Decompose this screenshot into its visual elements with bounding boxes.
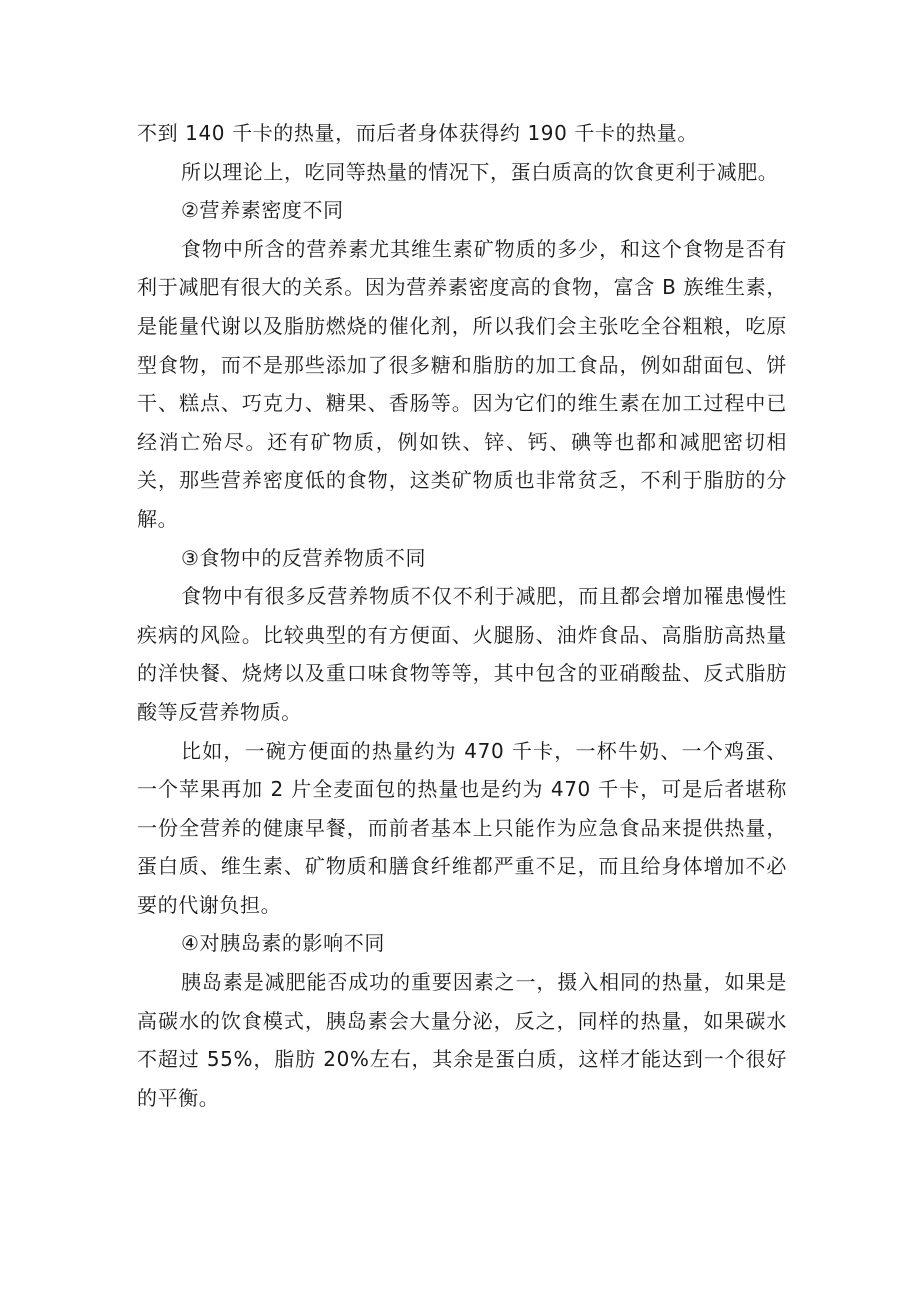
- paragraph: 胰岛素是减肥能否成功的重要因素之一，摄入相同的热量，如果是高碳水的饮食模式，胰岛素会大量分泌，反之，同样的热量，如果碳水不超过 55%，脂肪 20%左右，其余是蛋白质，这样才能达到一个很好的平衡。: [137, 970, 787, 1110]
- paragraph: 所以理论上，吃同等热量的情况下，蛋白质高的饮食更利于减肥。: [181, 159, 779, 184]
- paragraph: 不到 140 千卡的热量，而后者身体获得约 190 千卡的热量。: [137, 121, 698, 145]
- paragraph: 食物中所含的营养素尤其维生素矿物质的多少，和这个食物是否有利于减肥有很大的关系。因为营养素密度高的食物，富含 B 族维生素，是能量代谢以及脂肪燃烧的催化剂，所以我们会主张吃全谷粗粮，吃原型食物，而不是那些添加了很多糖和脂肪的加工食品，例如甜面包、饼干、糕点、巧克力、糖果、香肠等。因为它们的维生素在加工过程中已经消亡殆尽。还有矿物质，例如铁、锌、钙、碘等也都和减肥密切相关，那些营养密度低的食物，这类矿物质也非常贫乏，不利于脂肪的分解。: [137, 236, 787, 531]
- section-heading: ②营养素密度不同: [181, 198, 344, 223]
- section-heading: ④对胰岛素的影响不同: [181, 931, 385, 956]
- paragraph: 食物中有很多反营养物质不仅不利于减肥，而且都会增加罹患慢性疾病的风险。比较典型的有方便面、火腿肠、油炸食品、高脂肪高热量的洋快餐、烧烤以及重口味食物等等，其中包含的亚硝酸盐、反式脂肪酸等反营养物质。: [137, 584, 787, 724]
- document-body: [137, 114, 787, 1117]
- paragraph: 比如，一碗方便面的热量约为 470 千卡，一杯牛奶、一个鸡蛋、一个苹果再加 2 片全麦面包的热量也是约为 470 千卡，可是后者堪称一份全营养的健康早餐，而前者基本上只能作为应急食品来提供热量，蛋白质、维生素、矿物质和膳食纤维都严重不足，而且给身体增加不必要的代谢负担。: [137, 738, 787, 917]
- section-heading: ③食物中的反营养物质不同: [181, 545, 427, 570]
